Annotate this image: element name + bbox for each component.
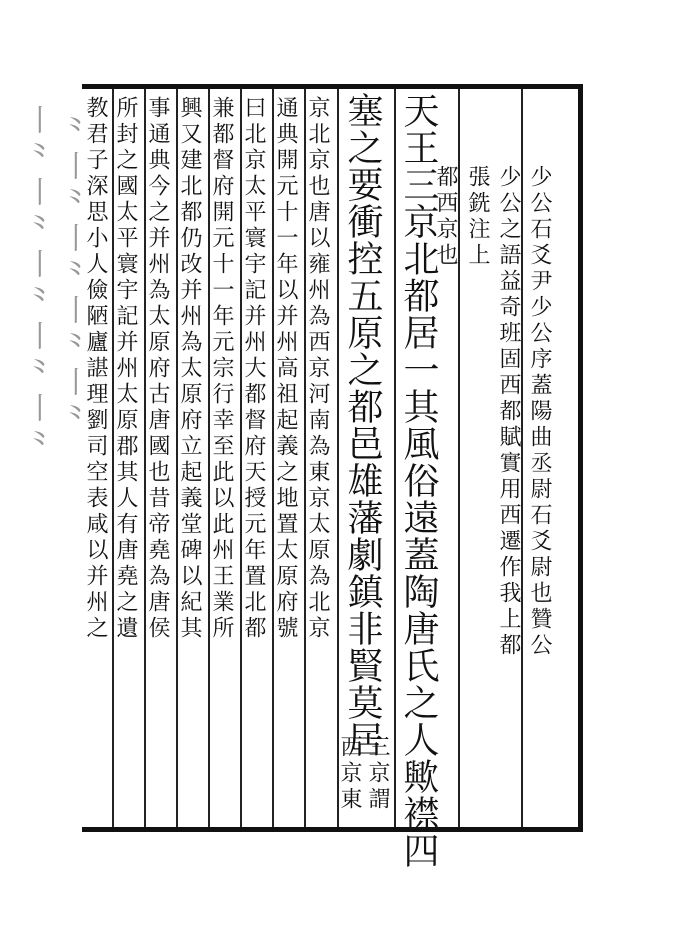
annotation-column-1: 三京謂 (365, 735, 390, 813)
text-column-2: 少公之語益奇班固西都賦實用西遷作我上都 (496, 165, 521, 659)
commentary-column-6: 事通典今之并州為太原府古唐國也昔帝堯為唐侯 (145, 96, 170, 642)
bleed-through-marks: 丨⺀丨⺀丨⺀丨⺀丨⺀ (19, 104, 54, 464)
text-column-3: 張銑注上 (465, 165, 490, 269)
bleed-through-marks: ⺀丨⺀丨⺀丨⺀丨⺀ (55, 114, 90, 438)
text-column-1: 少公石爻尹少公序蓋陽曲丞尉石爻尉也贊公 (527, 165, 552, 659)
main-text-column-2: 塞之要衝控五原之都邑雄藩劇鎮非賢莫居 (342, 92, 383, 758)
commentary-column-2: 通典開元十一年以并州高祖起義之地置太原府號 (273, 96, 298, 642)
column-rule (521, 89, 523, 827)
main-text-column-1: 天王三京北都居一其風俗遠蓋陶唐氏之人歟襟四 (398, 92, 439, 869)
column-rule (458, 89, 460, 827)
column-rule (337, 89, 339, 827)
commentary-column-8: 教君子深思小人儉陋廬諶理劉司空表咸以并州之 (83, 96, 108, 642)
commentary-column-1: 京北京也唐以雍州為西京河南為東京太原為北京 (305, 96, 330, 642)
commentary-column-4: 兼都督府開元十一年元宗行幸至此以此州王業所 (209, 96, 234, 642)
adjacent-page-edge (0, 84, 90, 832)
commentary-column-7: 所封之國太平寰宇記并州太原郡其人有唐堯之遺 (113, 96, 138, 642)
page-frame-right-border (578, 84, 583, 832)
page-frame-top-border (82, 84, 582, 89)
text-column-4: 都西京也 (433, 165, 458, 269)
commentary-column-3: 曰北京太平寰宇記并州大都督府天授元年置北都 (241, 96, 266, 642)
commentary-column-5: 興又建北都仍改并州為太原府立起義堂碑以紀其 (177, 96, 202, 642)
page-frame-bottom-border (82, 827, 582, 832)
column-rule (394, 89, 396, 827)
annotation-column-2: 西京東 (337, 735, 362, 813)
